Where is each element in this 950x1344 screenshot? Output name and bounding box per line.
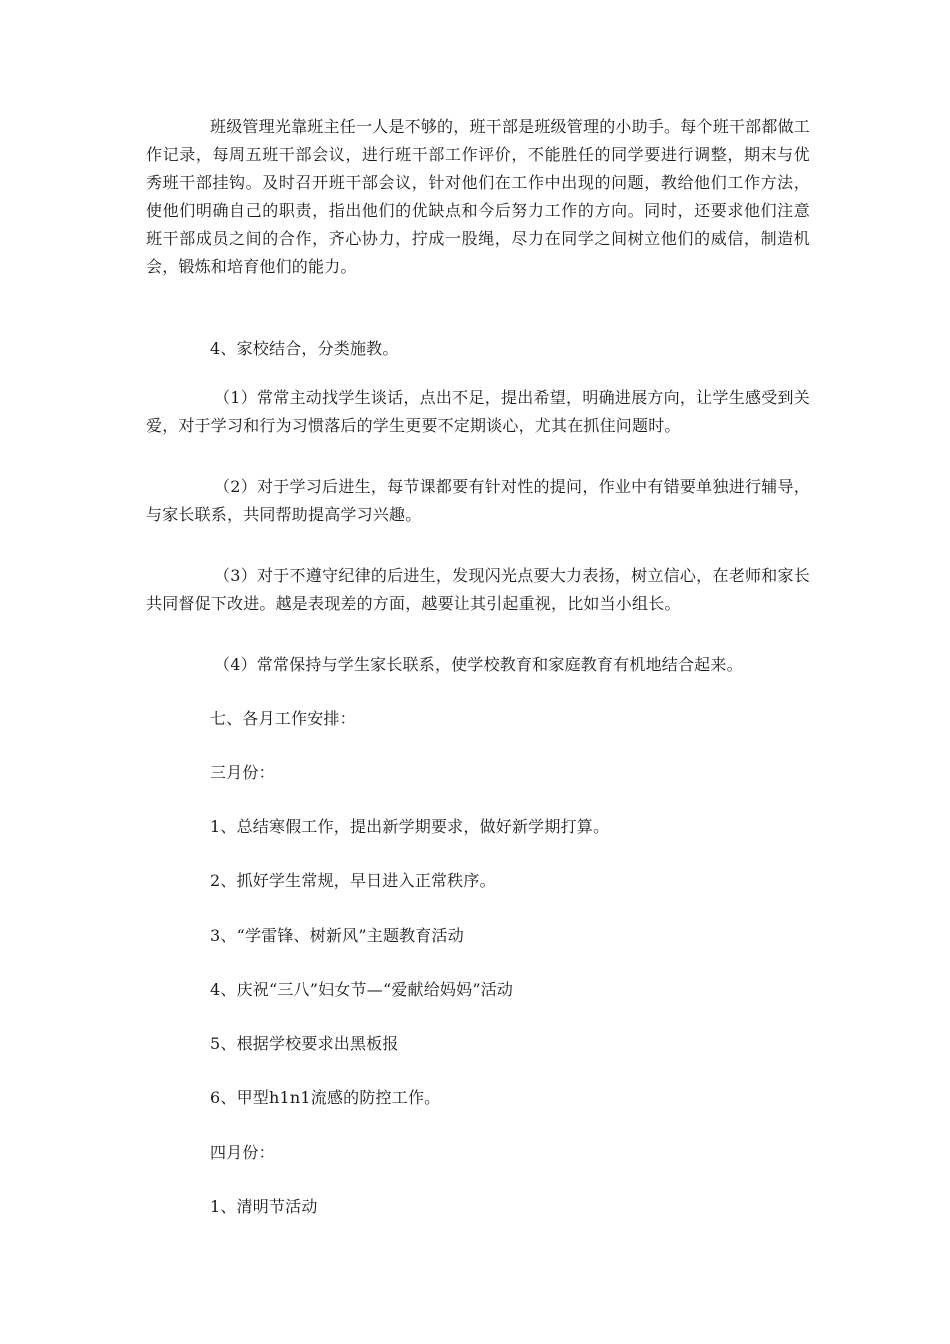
paragraph-class-cadre-management: 班级管理光靠班主任一人是不够的，班干部是班级管理的小助手。每个班干部都做工作记录，每周五班干部会议，进行班干部工作评价，不能胜任的同学要进行调整，期末与优秀班干部挂钩。及时召开班干部会议，针对他们在工作中出现的问题，教给他们工作方法，使他们明确自己的职责，指出他们的优缺点和今后努力工作的方向。同时，还要求他们注意班干部成员之间的合作，齐心协力，拧成一股绳，尽力在同学之间树立他们的威信，制造机会，锻炼和培育他们的能力。	[146, 117, 810, 276]
heading-april: 四月份：	[210, 1143, 275, 1162]
march-item-2: 2、抓好学生常规，早日进入正常秩序。	[210, 871, 496, 890]
march-item-6: 6、甲型h1n1流感的防控工作。	[210, 1088, 441, 1107]
march-item-4: 4、庆祝“三八”妇女节—“爱献给妈妈”活动	[210, 980, 514, 999]
paragraph-item-3: （3）对于不遵守纪律的后进生，发现闪光点要大力表扬，树立信心，在老师和家长共同督促下改进。越是表现差的方面，越要让其引起重视，比如当小组长。	[146, 566, 810, 613]
march-item-5: 5、根据学校要求出黑板报	[210, 1034, 399, 1053]
heading-home-school-cooperation: 4、家校结合，分类施教。	[210, 339, 399, 358]
march-item-1: 1、总结寒假工作，提出新学期要求，做好新学期打算。	[210, 817, 610, 836]
march-item-3: 3、“学雷锋、树新风”主题教育活动	[210, 926, 464, 945]
paragraph-item-2: （2）对于学习后进生，每节课都要有针对性的提问，作业中有错要单独进行辅导，与家长联系，共同帮助提高学习兴趣。	[146, 477, 810, 524]
heading-monthly-schedule: 七、各月工作安排：	[210, 709, 356, 728]
heading-march: 三月份：	[210, 763, 275, 782]
april-item-1: 1、清明节活动	[210, 1197, 318, 1216]
paragraph-item-1: （1）常常主动找学生谈话，点出不足，提出希望，明确进展方向，让学生感受到关爱，对于学习和行为习惯落后的学生更要不定期谈心，尤其在抓住问题时。	[146, 388, 810, 435]
paragraph-item-4: （4）常常保持与学生家长联系，使学校教育和家庭教育有机地结合起来。	[214, 655, 743, 674]
